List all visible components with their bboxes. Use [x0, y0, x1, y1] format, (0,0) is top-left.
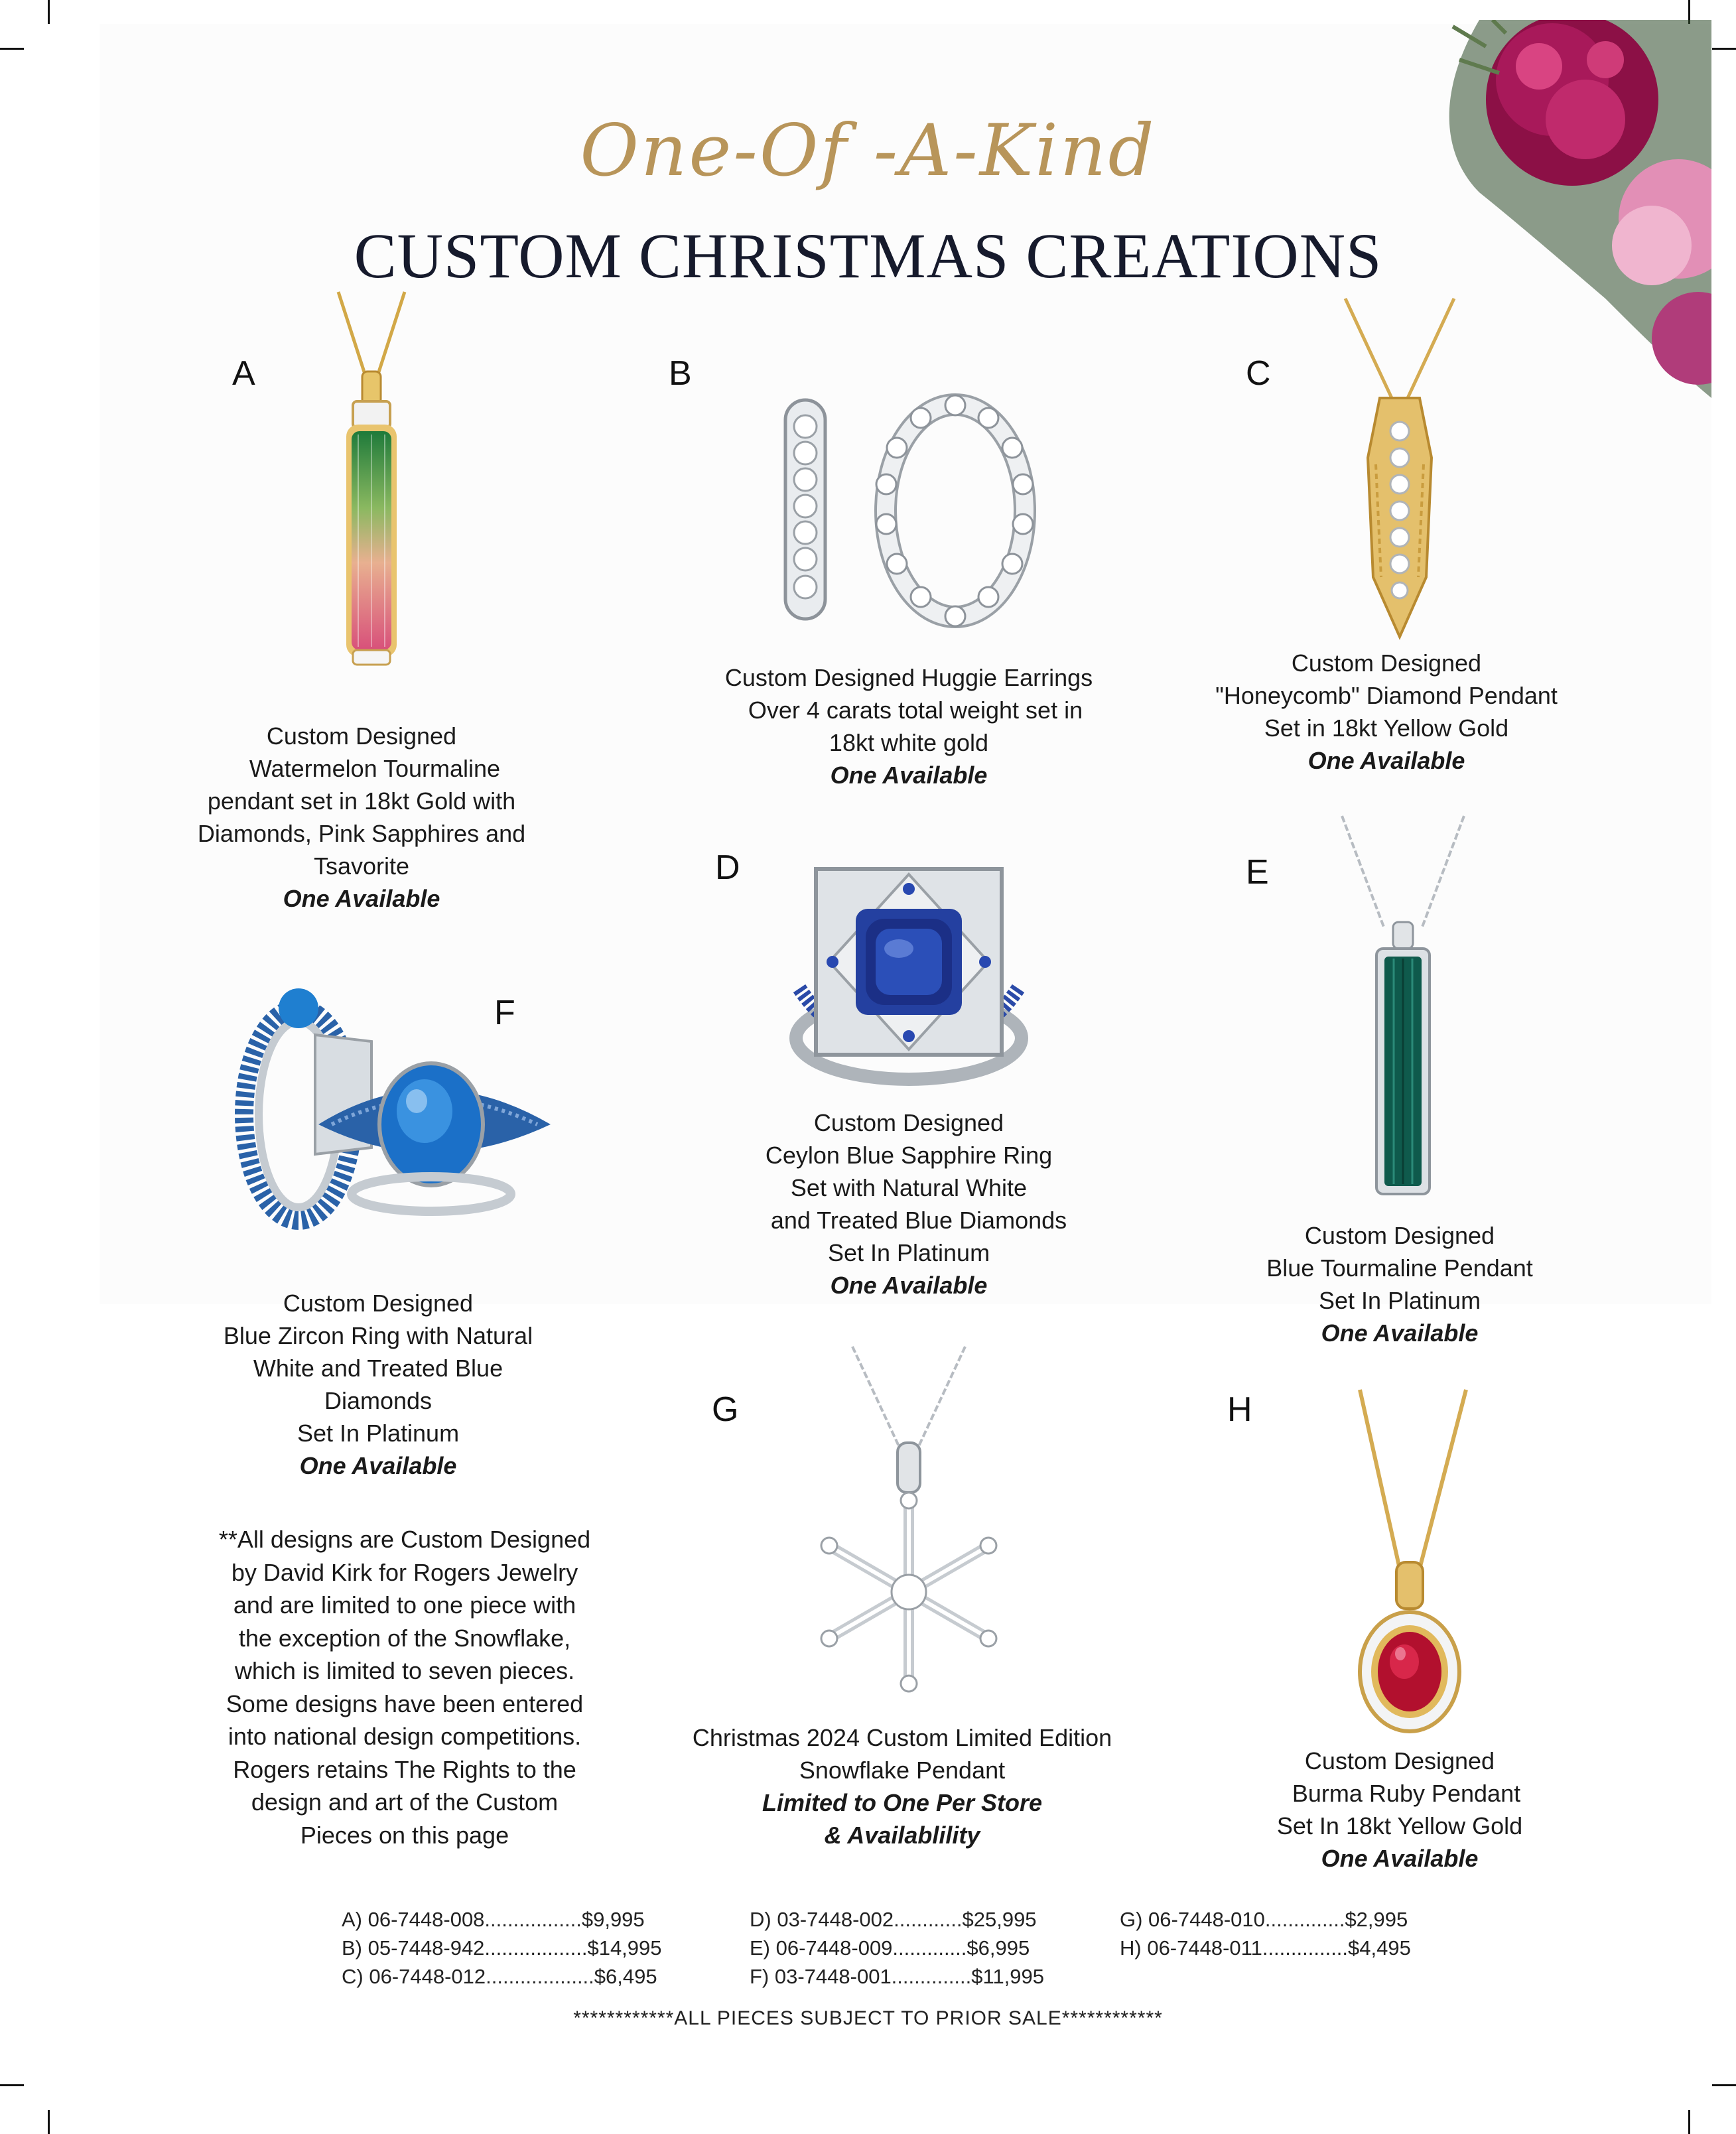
description-line: Custom Designed Huggie Earrings: [724, 664, 1093, 691]
description-line: White and Treated Blue: [253, 1355, 503, 1382]
item-letter-d: D: [715, 848, 740, 887]
note-line: Rogers retains The Rights to the: [233, 1755, 576, 1783]
item-description-b: [683, 661, 1134, 791]
honeycomb-diamond-pendant-image: [1333, 299, 1466, 643]
item-letter-c: C: [1246, 354, 1271, 393]
blue-zircon-ring-image: [219, 982, 570, 1234]
description-line: 18kt white gold: [829, 729, 989, 756]
item-letter-f: F: [494, 994, 515, 1032]
blue-tourmaline-pendant-image: [1337, 816, 1469, 1201]
description-line: Custom Designed: [1304, 1747, 1495, 1774]
custom-design-note: [179, 1523, 630, 1851]
item-description-h: [1181, 1745, 1619, 1875]
item-description-f: [172, 1287, 584, 1482]
availability-label: Limited to One Per Store: [762, 1789, 1043, 1816]
price-entry: D) 03-7448-002............$25,995: [750, 1908, 1037, 1931]
price-entry: F) 03-7448-001..............$11,995: [750, 1965, 1045, 1988]
note-line: Pieces on this page: [300, 1821, 509, 1849]
note-line: **All designs are Custom Designed: [218, 1526, 591, 1553]
availability-label: One Available: [830, 1272, 988, 1299]
description-line: Diamonds, Pink Sapphires and: [197, 820, 526, 847]
item-description-g: [637, 1721, 1168, 1851]
crop-mark: [1712, 2084, 1736, 2086]
price-entry: G) 06-7448-010..............$2,995: [1120, 1908, 1408, 1931]
note-line: the exception of the Snowflake,: [238, 1624, 571, 1652]
note-line: design and art of the Custom: [251, 1788, 559, 1816]
price-list-column-2: [750, 1905, 1044, 1991]
page-title: CUSTOM CHRISTMAS CREATIONS: [354, 220, 1382, 291]
description-line: Custom Designed: [266, 722, 457, 750]
item-letter-b: B: [669, 354, 692, 393]
description-line: Blue Zircon Ring with Natural: [223, 1322, 533, 1349]
item-letter-e: E: [1246, 853, 1269, 892]
ceylon-sapphire-ring-image: [786, 862, 1032, 1088]
item-description-e: [1181, 1219, 1619, 1349]
description-line: Watermelon Tourmaline: [249, 755, 501, 782]
item-description-c: [1168, 647, 1605, 777]
availability-label: One Available: [283, 885, 440, 912]
item-letter-g: G: [712, 1390, 739, 1429]
price-list-column-3: [1120, 1905, 1411, 1962]
crop-mark: [1688, 2110, 1690, 2134]
item-letter-h: H: [1227, 1390, 1252, 1429]
description-line: Set with Natural White: [790, 1174, 1028, 1201]
description-line: pendant set in 18kt Gold with: [207, 787, 516, 815]
note-line: which is limited to seven pieces.: [234, 1657, 575, 1684]
description-line: Custom Designed: [813, 1109, 1004, 1136]
crop-mark: [48, 2110, 50, 2134]
description-line: Ceylon Blue Sapphire Ring: [765, 1142, 1053, 1169]
crop-mark: [0, 2084, 24, 2086]
item-letter-a: A: [232, 354, 255, 393]
availability-label: & Availablility: [824, 1822, 980, 1849]
availability-label: One Available: [1321, 1845, 1479, 1872]
price-list-column-1: [342, 1905, 662, 1991]
description-line: "Honeycomb" Diamond Pendant: [1215, 682, 1558, 709]
description-line: Set In Platinum: [827, 1239, 990, 1266]
crop-mark: [48, 0, 50, 24]
item-description-d: [683, 1106, 1134, 1301]
description-line: Custom Designed: [1291, 649, 1482, 677]
description-line: Custom Designed: [283, 1290, 474, 1317]
availability-label: One Available: [1307, 747, 1465, 774]
description-line: Set in 18kt Yellow Gold: [1264, 714, 1509, 742]
description-line: Christmas 2024 Custom Limited Edition: [692, 1724, 1112, 1751]
crop-mark: [0, 48, 24, 50]
description-line: Set In Platinum: [297, 1420, 460, 1447]
description-line: Tsavorite: [313, 852, 410, 880]
price-entry: C) 06-7448-012...................$6,495: [342, 1965, 657, 1988]
prior-sale-notice: ************ALL PIECES SUBJECT TO PRIOR SALE************: [573, 2007, 1163, 2029]
description-line: Over 4 carats total weight set in: [748, 697, 1083, 724]
watermelon-tourmaline-pendant-image: [325, 292, 418, 677]
note-line: and are limited to one piece with: [233, 1591, 576, 1619]
description-line: Set In Platinum: [1318, 1287, 1481, 1314]
snowflake-pendant-image: [816, 1347, 1002, 1705]
note-line: into national design competitions.: [228, 1723, 582, 1750]
availability-label: One Available: [1321, 1319, 1479, 1347]
price-entry: H) 06-7448-011...............$4,495: [1120, 1936, 1411, 1960]
description-line: Set In 18kt Yellow Gold: [1276, 1812, 1523, 1839]
price-entry: B) 05-7448-942..................$14,995: [342, 1936, 662, 1960]
note-line: by David Kirk for Rogers Jewelry: [231, 1558, 578, 1586]
description-line: Snowflake Pendant: [799, 1757, 1006, 1784]
crop-mark: [1712, 48, 1736, 50]
description-line: Burma Ruby Pendant: [1292, 1780, 1521, 1807]
huggie-earrings-image: [776, 395, 1041, 624]
script-title: One-Of -A-Kind: [580, 109, 1156, 192]
availability-label: One Available: [299, 1452, 457, 1479]
burma-ruby-pendant-image: [1337, 1390, 1483, 1741]
item-description-a: [163, 720, 561, 915]
description-line: Custom Designed: [1304, 1222, 1495, 1249]
description-line: and Treated Blue Diamonds: [770, 1207, 1067, 1234]
price-entry: E) 06-7448-009.............$6,995: [750, 1936, 1030, 1960]
note-line: Some designs have been entered: [226, 1690, 584, 1717]
availability-label: One Available: [830, 762, 988, 789]
price-entry: A) 06-7448-008.................$9,995: [342, 1908, 645, 1931]
description-line: Blue Tourmaline Pendant: [1266, 1254, 1533, 1282]
description-line: Diamonds: [324, 1387, 433, 1414]
